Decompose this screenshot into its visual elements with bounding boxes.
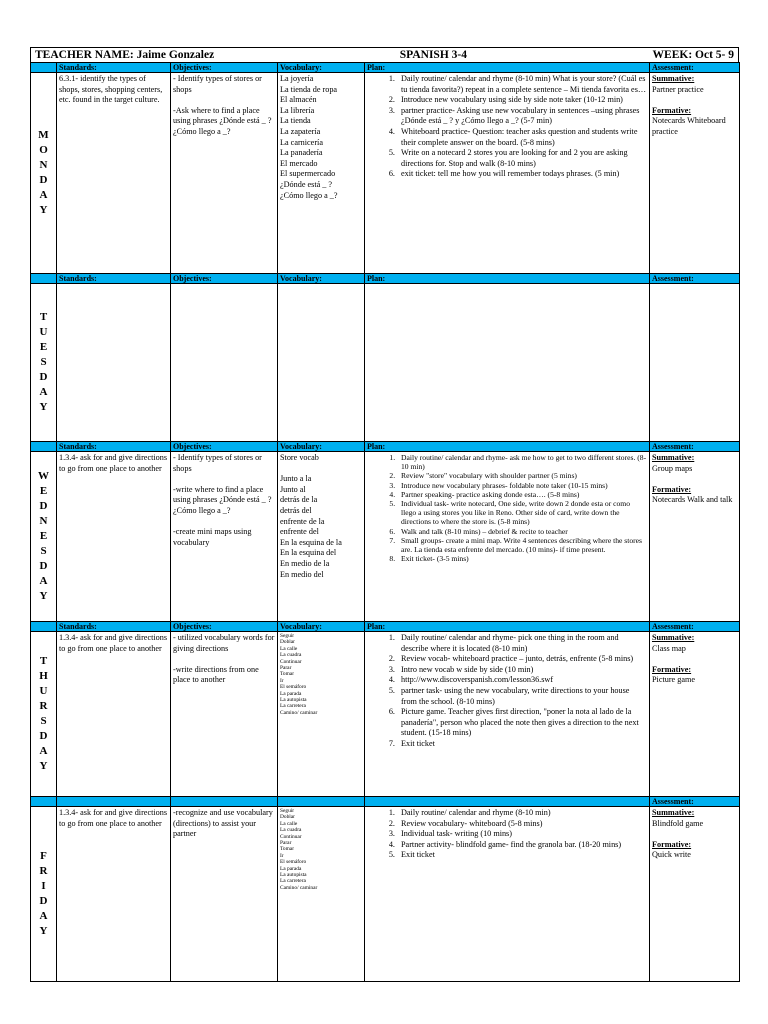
monday-header-row [31, 63, 740, 73]
thursday-assessment: Summative: Class map Formative: Picture game [650, 632, 740, 797]
wednesday-vocabulary: Store vocab Junto a la Junto al detrás de la detrás del enfrente de la enfrente del En la esquina de la En la esquina del En medio de la En medio del [278, 452, 365, 622]
plan-step: 5. Write on a notecard 2 stores you are looking for and 2 you are asking directions for. Stop and walk (8-10 mins) [397, 148, 647, 169]
monday-standards: 6.3.1- identify the types of shops, stores, shopping centers, etc. found in the target culture. [57, 73, 171, 274]
monday-objectives: - Identify types of stores or shops -Ask where to find a place using phrases ¿Dónde está _ ? ¿Cómo llego a _? [171, 73, 278, 274]
header-standards: Standards: [57, 63, 171, 73]
monday-row [31, 73, 740, 274]
wednesday-standards: 1.3.4- ask for and give directions to go from one place to another [57, 452, 171, 622]
course-name: SPANISH 3-4 [399, 49, 467, 61]
plan-step: 2. Introduce new vocabulary using side by side note taker (10-12 min) [397, 95, 647, 106]
friday-objectives: -recognize and use vocabulary (directions) to assist your partner [171, 807, 278, 982]
tuesday-header-row: Standards: Objectives: Vocabulary: Plan: Assessment: [31, 274, 740, 284]
header-vocabulary: Vocabulary: [278, 63, 365, 73]
day-label-tuesday: T U E S D A Y [31, 284, 57, 442]
plan-step: 3. partner practice- Asking use new vocabulary in sentences –using phrases ¿Dónde está _ ? y ¿Cómo llego a _? (5-7 min) [397, 106, 647, 127]
wednesday-plan: 1. Daily routine/ calendar and rhyme- ask me how to get to two different stores. (8-10 min) 2. Review "store" vocabulary with shoulder partner (5 mins) 3. Introduce new vocabulary phrases- foldable note taker (10-15 mins) 4. Partner speaking- practice asking donde esta…. (5-8 mins) 5. Individual task- write notecard, One side, write down 2 donde esta or como llego a using stores you like in Reno. Other side of card, write down the directions to where the store is. (5-8 mins) 6. Walk and talk (8-10 mins) – debrief & recite to teacher 7. Small groups- create a mini map. Write 4 sentences describing where the stores are. La tienda esta enfrente del mercado. (10 mins)- if time present. 8. Exit ticket- (3-5 mins) [365, 452, 650, 622]
monday-assessment: Summative: Partner practice Formative: Notecards Whiteboard practice [650, 73, 740, 274]
header-plan: Plan: [365, 63, 650, 73]
wednesday-row [31, 452, 740, 622]
plan-step: 4. Whiteboard practice- Question: teacher asks question and students write their complete answer on the board. (5-8 mins) [397, 127, 647, 148]
header-assessment: Assessment: [650, 63, 740, 73]
friday-vocabulary: Seguir Doblar La calle La cuadra Continuar Parar Tomar Ir El semáforo La parada La autopista La carretera Camino/ caminar [278, 807, 365, 982]
friday-header-row: Assessment: [31, 797, 740, 807]
tuesday-row [31, 284, 740, 442]
friday-plan: 1. Daily routine/ calendar and rhyme (8-10 min) 2. Review vocabulary- whiteboard (5-8 mins) 3. Individual task- writing (10 mins) 4. Partner activity- blindfold game- find the granola bar. (18-20 mins) 5. Exit ticket [365, 807, 650, 982]
wednesday-objectives: - Identify types of stores or shops -write where to find a place using phrases ¿Dónde está _ ? ¿Cómo llego a _? -create mini maps using vocabulary [171, 452, 278, 622]
day-label-friday: F R I D A Y [31, 807, 57, 982]
thursday-row [31, 632, 740, 797]
thursday-objectives: - utilized vocabulary words for giving directions -write directions from one place to another [171, 632, 278, 797]
thursday-header-row: Standards: Objectives: Vocabulary: Plan: Assessment: [31, 622, 740, 632]
friday-standards: 1.3.4- ask for and give directions to go from one place to another [57, 807, 171, 982]
thursday-standards: 1.3.4- ask for and give directions to go from one place to another [57, 632, 171, 797]
wednesday-assessment: Summative: Group maps Formative: Notecards Walk and talk [650, 452, 740, 622]
plan-step: 6. exit ticket: tell me how you will remember todays phrases. (5 min) [397, 169, 647, 180]
plan-step: 1. Daily routine/ calendar and rhyme (8-10 min) What is your store? (Cuál es tu tienda favorita?) repeat in a complete sentence – Mi tienda favorita es… [397, 74, 647, 95]
thursday-plan: 1. Daily routine/ calendar and rhyme- pick one thing in the room and describe where it is located (8-10 min) 2. Review vocab- whiteboard practice – junto, detrás, enfrente (5-8 mins) 3. Intro new vocab w side by side (10 min) 4. http://www.discoverspanish.com/lesson36.swf 5. partner task- using the new vocabulary, write directions to your house from the school. (8-10 mins) 6. Picture game. Teacher gives first direction, "poner la nota al lado de la panadería", person who placed the note then gives a direction to the next student. (15-18 mins) 7. Exit ticket [365, 632, 650, 797]
document-header [30, 47, 739, 62]
lesson-plan-table [30, 62, 740, 982]
monday-plan [365, 73, 650, 274]
teacher-name: TEACHER NAME: Jaime Gonzalez [35, 49, 215, 61]
thursday-vocabulary: Seguir Doblar La calle La cuadra Continuar Parar Tomar Ir El semáforo La parada La autopista La carretera Camino/ caminar [278, 632, 365, 797]
week-label: WEEK: Oct 5- 9 [652, 49, 734, 61]
friday-row [31, 807, 740, 982]
lesson-plan-document [30, 47, 739, 982]
header-objectives: Objectives: [171, 63, 278, 73]
day-label-wednesday: W E D N E S D A Y [31, 452, 57, 622]
monday-vocabulary: La joyería La tienda de ropa El almacén La librería La tienda La zapatería La carnicería La panadería El mercado El supermercado ¿Dónde está _ ? ¿Cómo llego a _? [278, 73, 365, 274]
day-label-thursday: T H U R S D A Y [31, 632, 57, 797]
wednesday-header-row: Standards: Objectives: Vocabulary: Plan: Assessment: [31, 442, 740, 452]
day-label-monday: M O N D A Y [31, 73, 57, 274]
friday-assessment: Summative: Blindfold game Formative: Quick write [650, 807, 740, 982]
